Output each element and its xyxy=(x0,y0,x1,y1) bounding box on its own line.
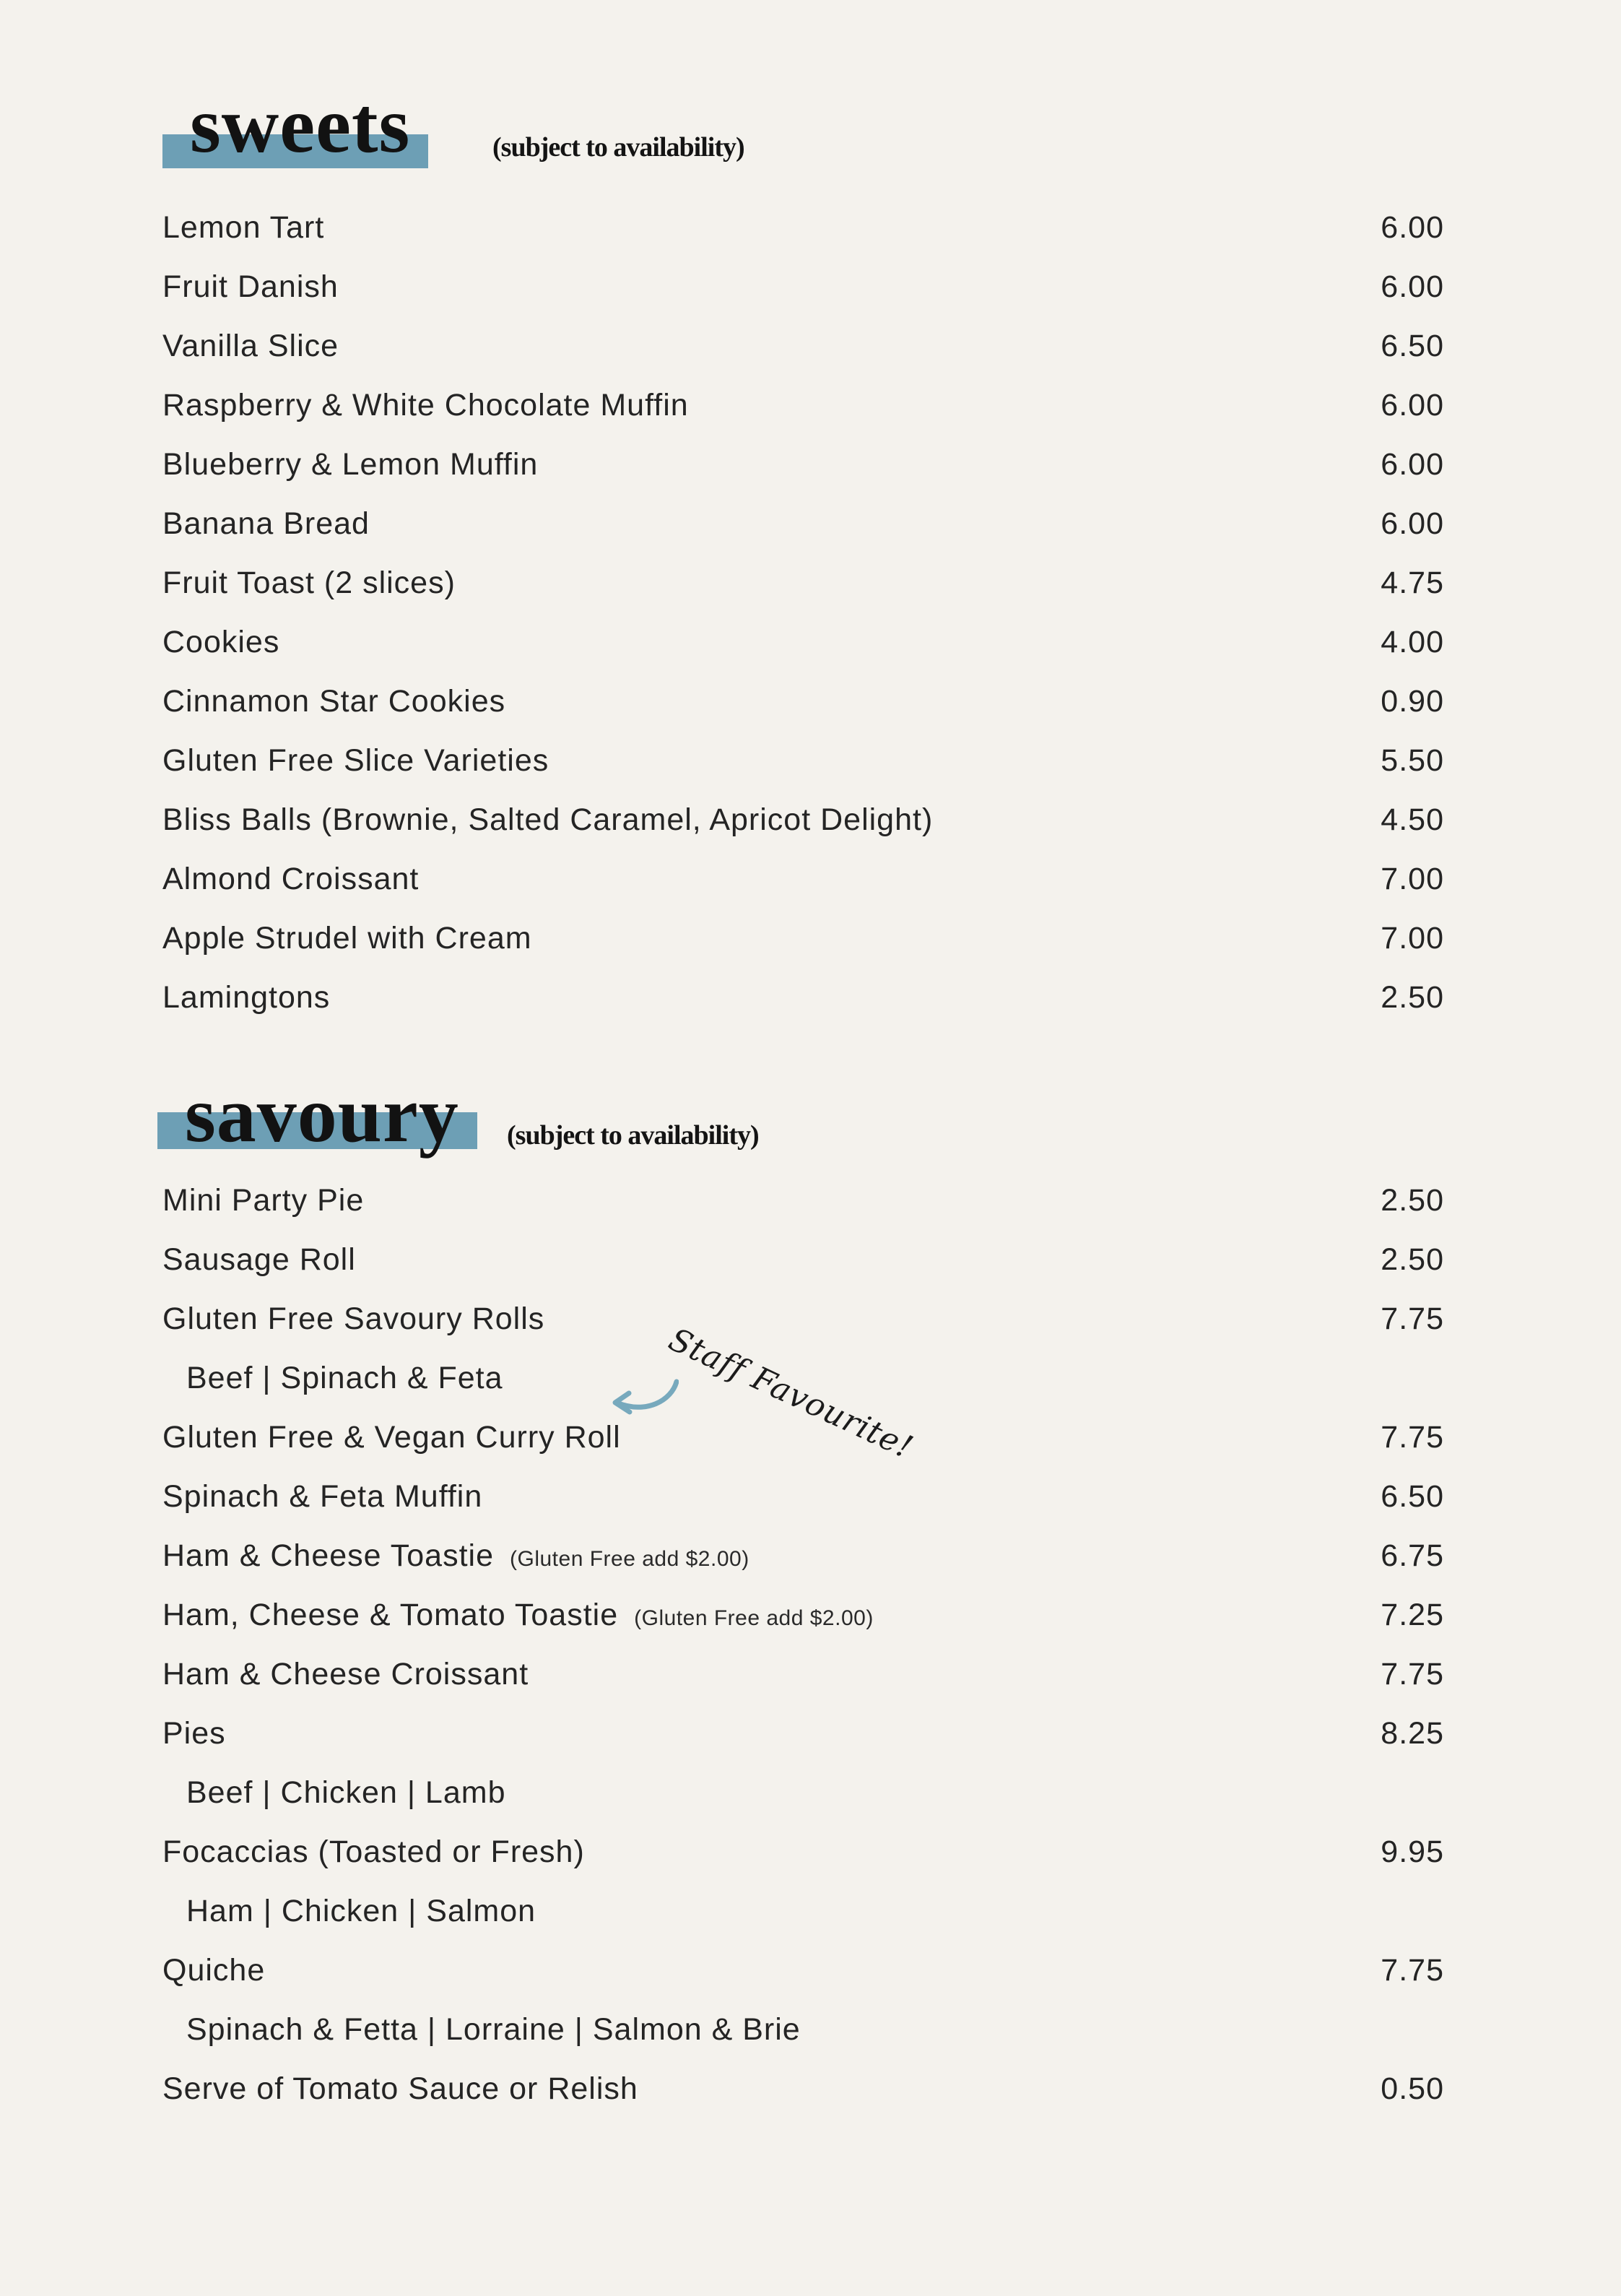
item-price: 6.00 xyxy=(1381,388,1444,423)
menu-item-row xyxy=(162,1585,1444,1645)
item-name: Lamingtons xyxy=(162,980,331,1015)
item-note: (Gluten Free add $2.00) xyxy=(510,1547,749,1571)
menu-item-row xyxy=(162,790,1444,849)
item-price: 0.90 xyxy=(1381,684,1444,719)
item-price: 0.50 xyxy=(1381,2071,1444,2106)
menu-item-row xyxy=(162,849,1444,909)
item-price: 5.50 xyxy=(1381,743,1444,778)
item-price: 7.00 xyxy=(1381,862,1444,896)
menu-item-row xyxy=(162,1941,1444,2000)
item-name: Gluten Free Savoury Rolls xyxy=(162,1301,545,1336)
item-price: 6.50 xyxy=(1381,1479,1444,1514)
item-price: 4.75 xyxy=(1381,566,1444,600)
item-price: 4.50 xyxy=(1381,802,1444,837)
savoury-title: savoury xyxy=(185,1070,459,1158)
item-price: 6.00 xyxy=(1381,210,1444,245)
item-price: 7.75 xyxy=(1381,1657,1444,1691)
menu-item-row xyxy=(162,198,1444,257)
item-name: Spinach & Fetta | Lorraine | Salmon & Brie xyxy=(186,2012,801,2047)
item-price: 9.95 xyxy=(1381,1834,1444,1869)
menu-item-row xyxy=(162,968,1444,1027)
item-name: Quiche xyxy=(162,1953,266,1988)
item-price: 8.25 xyxy=(1381,1716,1444,1751)
item-price: 6.75 xyxy=(1381,1538,1444,1573)
item-name: Gluten Free Slice Varieties xyxy=(162,743,549,778)
item-name: Ham | Chicken | Salmon xyxy=(186,1894,536,1928)
item-note: (Gluten Free add $2.00) xyxy=(634,1606,874,1630)
item-name: Blueberry & Lemon Muffin xyxy=(162,447,539,482)
item-price: 7.25 xyxy=(1381,1598,1444,1632)
item-price: 7.75 xyxy=(1381,1420,1444,1455)
item-name: Mini Party Pie xyxy=(162,1183,365,1218)
menu-item-row xyxy=(162,1822,1444,1881)
item-name: Beef | Chicken | Lamb xyxy=(186,1775,506,1810)
item-name: Beef | Spinach & Feta xyxy=(186,1361,503,1395)
menu-item-row xyxy=(162,1704,1444,1763)
menu-item-row xyxy=(162,909,1444,968)
item-name: Banana Bread xyxy=(162,506,370,541)
menu-item-row xyxy=(162,1763,1444,1822)
item-name: Vanilla Slice xyxy=(162,329,339,363)
item-name: Spinach & Feta Muffin xyxy=(162,1479,483,1514)
menu-item-row xyxy=(162,1408,1444,1467)
item-price: 2.50 xyxy=(1381,1183,1444,1218)
savoury-item-list xyxy=(162,1171,1444,2118)
item-name: Focaccias (Toasted or Fresh) xyxy=(162,1834,585,1869)
menu-item-row xyxy=(162,731,1444,790)
item-price: 6.00 xyxy=(1381,447,1444,482)
sweets-item-list xyxy=(162,198,1444,1027)
menu-item-row xyxy=(162,1526,1444,1585)
item-price: 7.75 xyxy=(1381,1953,1444,1988)
menu-item-row xyxy=(162,612,1444,672)
menu-item-row xyxy=(162,553,1444,612)
menu-item-row xyxy=(162,316,1444,376)
item-price: 7.00 xyxy=(1381,921,1444,956)
sweets-title: sweets xyxy=(190,81,411,169)
item-name: Serve of Tomato Sauce or Relish xyxy=(162,2071,638,2106)
item-name: Apple Strudel with Cream xyxy=(162,921,532,956)
item-name: Almond Croissant xyxy=(162,862,420,896)
item-name: Raspberry & White Chocolate Muffin xyxy=(162,388,689,423)
item-price: 6.00 xyxy=(1381,269,1444,304)
menu-item-row xyxy=(162,672,1444,731)
item-price: 2.50 xyxy=(1381,1242,1444,1277)
menu-item-row xyxy=(162,1467,1444,1526)
item-price: 2.50 xyxy=(1381,980,1444,1015)
item-price: 6.50 xyxy=(1381,329,1444,363)
item-name: Ham & Cheese Croissant xyxy=(162,1657,529,1691)
item-price: 4.00 xyxy=(1381,625,1444,659)
menu-item-row xyxy=(162,1289,1444,1348)
item-name: Cookies xyxy=(162,625,280,659)
menu-item-row xyxy=(162,435,1444,494)
sweets-availability-note: (subject to availability) xyxy=(492,132,744,163)
item-name: Bliss Balls (Brownie, Salted Caramel, Apricot Delight) xyxy=(162,802,934,837)
menu-item-row xyxy=(162,494,1444,553)
menu-item-row xyxy=(162,2000,1444,2059)
item-name: Ham, Cheese & Tomato Toastie xyxy=(162,1598,619,1632)
menu-item-row xyxy=(162,1171,1444,1230)
menu-item-row xyxy=(162,376,1444,435)
item-price: 6.00 xyxy=(1381,506,1444,541)
menu-item-row xyxy=(162,1645,1444,1704)
item-name: Fruit Danish xyxy=(162,269,339,304)
savoury-availability-note: (subject to availability) xyxy=(507,1120,759,1151)
staff-favourite-text: Staff Favourite! xyxy=(663,1321,919,1467)
item-name: Gluten Free & Vegan Curry Roll xyxy=(162,1420,621,1455)
item-name: Pies xyxy=(162,1716,226,1751)
item-name: Cinnamon Star Cookies xyxy=(162,684,506,719)
menu-item-row xyxy=(162,1881,1444,1941)
item-name: Lemon Tart xyxy=(162,210,325,245)
menu-item-row xyxy=(162,257,1444,316)
item-name: Sausage Roll xyxy=(162,1242,356,1277)
menu-item-row xyxy=(162,1348,1444,1408)
item-name: Fruit Toast (2 slices) xyxy=(162,566,456,600)
item-price: 7.75 xyxy=(1381,1301,1444,1336)
item-name: Ham & Cheese Toastie xyxy=(162,1538,494,1573)
menu-item-row xyxy=(162,2059,1444,2118)
menu-item-row xyxy=(162,1230,1444,1289)
